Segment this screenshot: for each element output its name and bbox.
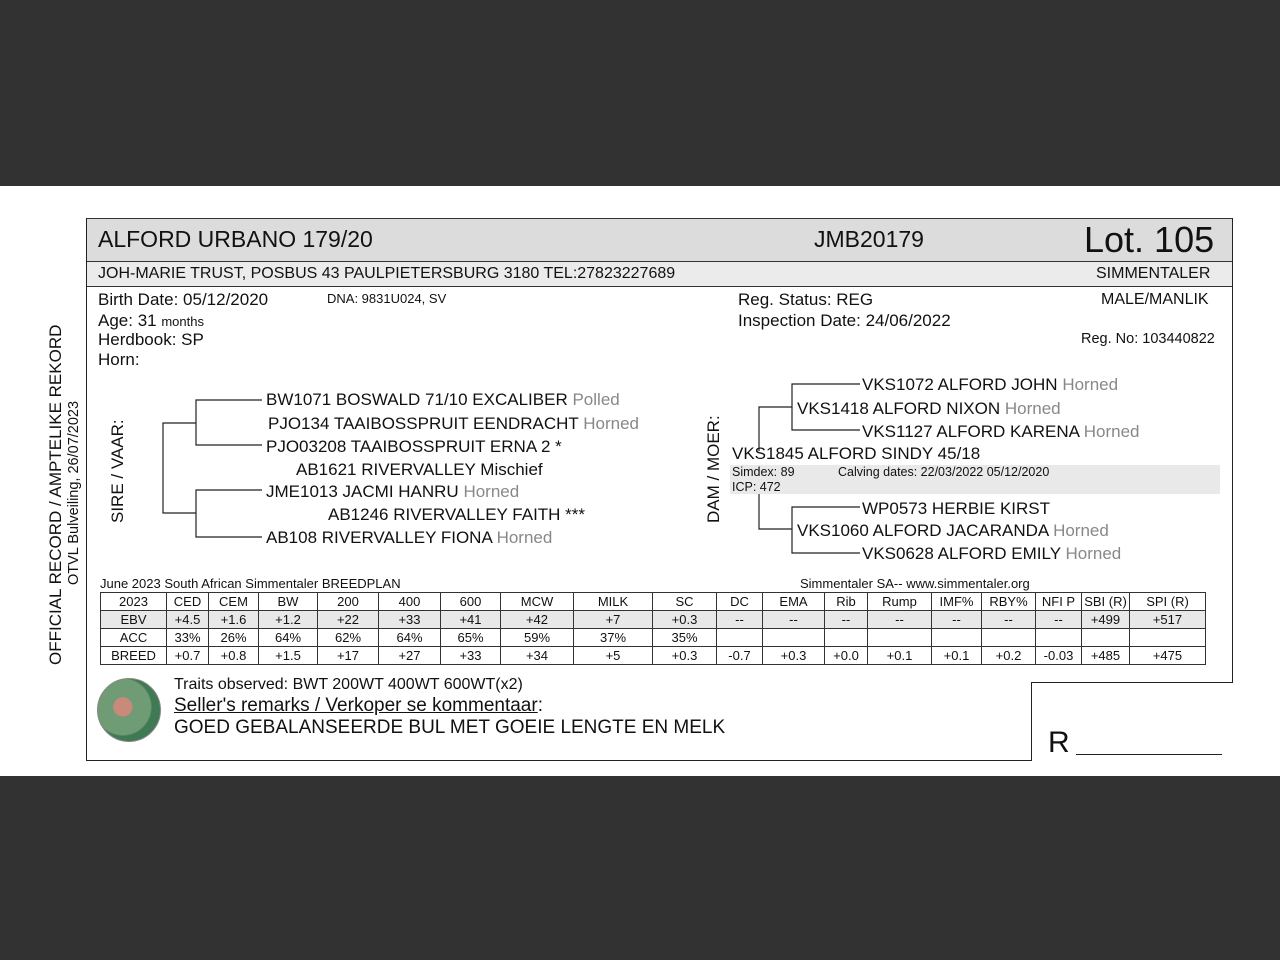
breedplan-cell: +0.2: [982, 647, 1036, 665]
card-right-border: [1232, 218, 1233, 683]
dam-sire-dam: VKS1127 ALFORD KARENA Horned: [862, 422, 1140, 441]
breedplan-cell: 26%: [209, 629, 259, 647]
dam-dam-dam: VKS0628 ALFORD EMILY Horned: [862, 544, 1122, 563]
breedplan-row: [101, 629, 1206, 647]
breedplan-cell: BREED: [101, 647, 167, 665]
owner-address: JOH-MARIE TRUST, POSBUS 43 PAULPIETERSBURG 3180 TEL:27823227689: [98, 265, 676, 282]
sire-sire: BW1071 BOSWALD 71/10 EXCALIBER Polled: [266, 390, 620, 409]
breedplan-header-cell: SPI (R): [1130, 593, 1206, 611]
breedplan-header-cell: MILK: [574, 593, 653, 611]
breedplan-cell: +0.3: [763, 647, 825, 665]
breedplan-header-cell: EMA: [763, 593, 825, 611]
breedplan-cell: --: [825, 611, 868, 629]
herdbook: Herdbook: SP: [98, 330, 204, 349]
breedplan-header-row: [101, 593, 1206, 611]
breedplan-cell: 37%: [574, 629, 653, 647]
traits-observed: Traits observed: BWT 200WT 400WT 600WT(x2): [174, 676, 523, 693]
breedplan-cell: -0.03: [1036, 647, 1082, 665]
dam-sire: VKS1418 ALFORD NIXON Horned: [797, 399, 1061, 418]
dna: DNA: 9831U024, SV: [327, 291, 447, 306]
breedplan-cell: --: [1036, 611, 1082, 629]
dam-label: DAM / MOER:: [704, 415, 723, 523]
breedplan-header-cell: CED: [167, 593, 209, 611]
breedplan-cell: [868, 629, 932, 647]
animal-code: JMB20179: [814, 226, 924, 252]
sire-dam-extra: AB1246 RIVERVALLEY FAITH ***: [328, 505, 586, 524]
breedplan-header-cell: CEM: [209, 593, 259, 611]
calving-dates: Calving dates: 22/03/2022 05/12/2020: [838, 465, 1050, 479]
breedplan-header-cell: RBY%: [982, 593, 1036, 611]
remarks-colon: :: [537, 695, 543, 716]
breedplan-cell: +0.7: [167, 647, 209, 665]
inspection-date: Inspection Date: 24/06/2022: [738, 311, 951, 330]
price-box-left: [1031, 682, 1032, 761]
breedplan-cell: +1.6: [209, 611, 259, 629]
breedplan-cell: [932, 629, 982, 647]
breedplan-header-cell: 600: [441, 593, 501, 611]
breedplan-cell: +7: [574, 611, 653, 629]
breedplan-cell: [1036, 629, 1082, 647]
dam-dam-sire: WP0573 HERBIE KIRST: [862, 499, 1051, 518]
breedplan-cell: --: [717, 611, 763, 629]
lot-number: Lot. 105: [1084, 219, 1215, 260]
breedplan-cell: [825, 629, 868, 647]
breedplan-cell: --: [982, 611, 1036, 629]
breedplan-cell: +27: [379, 647, 441, 665]
icp: ICP: 472: [732, 480, 781, 494]
simmentaler-logo: [97, 678, 161, 742]
breedplan-cell: +485: [1082, 647, 1130, 665]
breedplan-cell: [1082, 629, 1130, 647]
breedplan-cell: +517: [1130, 611, 1206, 629]
breedplan-cell: +0.3: [653, 611, 717, 629]
card-bottom-border: [86, 760, 1032, 761]
breedplan-header-cell: DC: [717, 593, 763, 611]
breedplan-cell: EBV: [101, 611, 167, 629]
breedplan-cell: +0.1: [868, 647, 932, 665]
breedplan-header-cell: BW: [259, 593, 318, 611]
breedplan-cell: +17: [318, 647, 379, 665]
breedplan-table: [100, 592, 1206, 665]
reg-no: Reg. No: 103440822: [1081, 331, 1215, 347]
breedplan-row: [101, 647, 1206, 665]
breedplan-cell: ACC: [101, 629, 167, 647]
remarks-label-text: Seller's remarks / Verkoper se kommentaar: [174, 695, 538, 716]
breedplan-cell: 59%: [501, 629, 574, 647]
breedplan-header-cell: IMF%: [932, 593, 982, 611]
horn: Horn:: [98, 350, 140, 369]
breedplan-cell: +22: [318, 611, 379, 629]
dam-dam: VKS1060 ALFORD JACARANDA Horned: [797, 521, 1109, 540]
breedplan-cell: +33: [441, 647, 501, 665]
price-box-top: [1031, 682, 1233, 683]
breedplan-cell: 65%: [441, 629, 501, 647]
age: [98, 311, 204, 331]
breedplan-cell: [982, 629, 1036, 647]
breedplan-cell: 33%: [167, 629, 209, 647]
breedplan-row: [101, 611, 1206, 629]
breedplan-cell: +42: [501, 611, 574, 629]
breedplan-cell: +0.8: [209, 647, 259, 665]
age-unit: months: [161, 314, 204, 329]
sire-dam-line: JME1013 JACMI HANRU Horned: [266, 482, 520, 501]
sire-dam: PJO03208 TAAIBOSSPRUIT ERNA 2 *: [266, 437, 562, 456]
reg-status: Reg. Status: REG: [738, 290, 874, 309]
breedplan-cell: +499: [1082, 611, 1130, 629]
dam: VKS1845 ALFORD SINDY 45/18: [732, 444, 981, 463]
price-line[interactable]: [1076, 754, 1222, 755]
breedplan-cell: 64%: [379, 629, 441, 647]
breedplan-cell: 64%: [259, 629, 318, 647]
breedplan-cell: +0.1: [932, 647, 982, 665]
breed-name: SIMMENTALER: [1096, 265, 1211, 282]
dam-sire-sire: VKS1072 ALFORD JOHN Horned: [862, 375, 1119, 394]
breedplan-header-cell: NFI P: [1036, 593, 1082, 611]
sale-label: OTVL Bulveiling, 26/07/2023: [66, 400, 82, 585]
breedplan-header-cell: 200: [318, 593, 379, 611]
breedplan-header-cell: Rib: [825, 593, 868, 611]
birth-date: Birth Date: 05/12/2020: [98, 290, 269, 309]
breedplan-title: June 2023 South African Simmentaler BREEDPLAN: [100, 576, 401, 591]
breedplan-header-cell: MCW: [501, 593, 574, 611]
sire-label: SIRE / VAAR:: [108, 419, 127, 523]
breedplan-cell: +1.2: [259, 611, 318, 629]
sire: PJO134 TAAIBOSSPRUIT EENDRACHT Horned: [268, 414, 639, 433]
sex: MALE/MANLIK: [1101, 291, 1209, 308]
animal-name: ALFORD URBANO 179/20: [98, 226, 373, 252]
breedplan-cell: -0.7: [717, 647, 763, 665]
simdex: Simdex: 89: [732, 465, 795, 479]
breedplan-cell: [717, 629, 763, 647]
breedplan-header-cell: Rump: [868, 593, 932, 611]
card-left-border: [86, 218, 87, 761]
breedplan-cell: [1130, 629, 1206, 647]
price-label: R: [1048, 726, 1070, 759]
sire-dam-dam: AB108 RIVERVALLEY FIONA Horned: [266, 528, 553, 547]
breedplan-header-cell: 400: [379, 593, 441, 611]
age-value: Age: 31: [98, 311, 157, 330]
breedplan-cell: +41: [441, 611, 501, 629]
breedplan-header-cell: 2023: [101, 593, 167, 611]
breedplan-cell: +1.5: [259, 647, 318, 665]
breedplan-cell: +475: [1130, 647, 1206, 665]
breedplan-header-cell: SBI (R): [1082, 593, 1130, 611]
breedplan-cell: +5: [574, 647, 653, 665]
breedplan-cell: +0.3: [653, 647, 717, 665]
remarks-text: GOED GEBALANSEERDE BUL MET GOEIE LENGTE EN MELK: [174, 717, 726, 738]
breedplan-cell: --: [763, 611, 825, 629]
breedplan-cell: +4.5: [167, 611, 209, 629]
breedplan-cell: --: [868, 611, 932, 629]
breedplan-cell: --: [932, 611, 982, 629]
breedplan-cell: +34: [501, 647, 574, 665]
breedplan-site: Simmentaler SA-- www.simmentaler.org: [800, 576, 1030, 591]
breedplan-cell: 35%: [653, 629, 717, 647]
breedplan-cell: +33: [379, 611, 441, 629]
breedplan-header-cell: SC: [653, 593, 717, 611]
breedplan-cell: [763, 629, 825, 647]
official-record-label: OFFICIAL RECORD / AMPTELIKE REKORD: [46, 324, 65, 665]
remarks-label: [174, 695, 543, 717]
breedplan-cell: 62%: [318, 629, 379, 647]
sire-dam-sire: AB1621 RIVERVALLEY Mischief: [296, 460, 543, 479]
breedplan-cell: +0.0: [825, 647, 868, 665]
